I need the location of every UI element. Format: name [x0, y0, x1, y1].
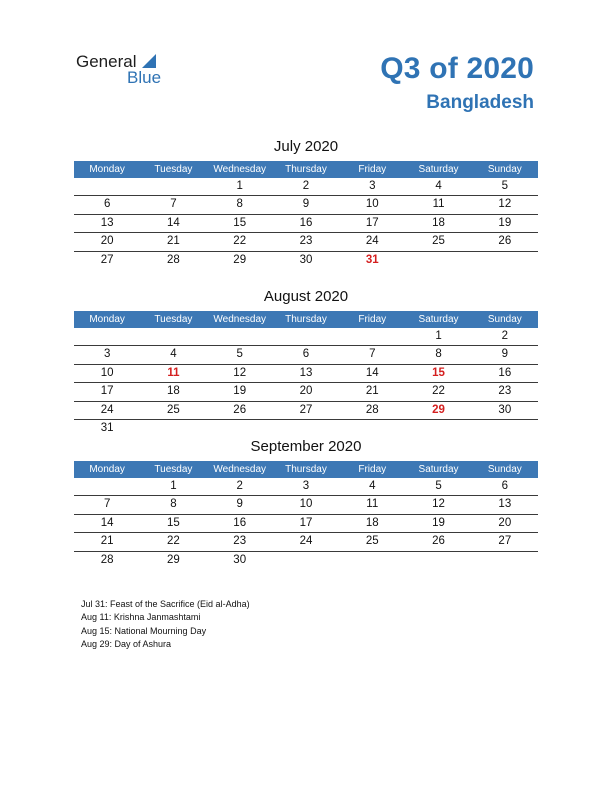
empty-day-cell [207, 420, 273, 437]
day-cell: 23 [299, 235, 313, 248]
day-cell: 25 [167, 403, 180, 416]
week-row [74, 328, 538, 346]
day-cell: 21 [167, 235, 180, 248]
day-cell: 3 [369, 180, 376, 192]
day-cell: 13 [299, 366, 313, 379]
day-cell: 16 [233, 516, 247, 529]
day-cell: 28 [100, 553, 114, 566]
week-row [74, 365, 538, 383]
day-cell: 21 [100, 535, 114, 548]
week-row [74, 496, 538, 514]
weekday-label: Wednesday [213, 314, 267, 325]
day-cell: 12 [233, 366, 247, 379]
day-cell: 20 [100, 235, 114, 248]
day-cell: 10 [299, 498, 313, 511]
day-cell: 7 [369, 348, 376, 361]
day-cell: 11 [432, 198, 445, 211]
day-cell: 3 [302, 480, 310, 492]
weekday-label: Sunday [487, 464, 522, 475]
holiday-note: Aug 11: Krishna Janmashtami [81, 612, 201, 623]
weekday-label: Friday [358, 314, 387, 325]
day-cell: 28 [167, 253, 180, 266]
weekday-label: Saturday [418, 464, 459, 475]
empty-day-cell [140, 420, 206, 437]
day-cell: 6 [302, 348, 310, 361]
day-cell: 17 [100, 385, 114, 398]
day-cell: 18 [432, 216, 445, 229]
empty-day-cell [273, 552, 339, 569]
weekday-label: Saturday [418, 164, 459, 175]
holiday-note: Aug 29: Day of Ashura [81, 639, 172, 650]
day-cell: 25 [365, 535, 379, 548]
day-cell: 22 [233, 235, 247, 248]
day-cell: 30 [498, 403, 512, 416]
day-cell: 1 [236, 180, 243, 192]
weekday-label: Friday [358, 164, 387, 175]
logo-blue-text: Blue [127, 68, 162, 87]
holiday-note: Aug 15: National Mourning Day [81, 625, 207, 636]
empty-day-cell [405, 252, 471, 269]
day-cell: 19 [432, 516, 445, 529]
month-august [74, 287, 538, 437]
day-cell: 18 [365, 516, 379, 529]
day-cell: 9 [501, 348, 509, 361]
day-cell: 14 [100, 516, 114, 529]
day-cell: 26 [233, 403, 247, 416]
day-cell: 31 [365, 253, 379, 266]
logo-triangle-icon [142, 54, 156, 68]
week-row [74, 383, 538, 401]
day-cell: 13 [498, 498, 512, 511]
empty-day-cell [472, 252, 538, 269]
day-cell: 6 [103, 198, 111, 211]
day-cell: 5 [236, 348, 243, 361]
weekday-label: Monday [89, 464, 125, 475]
day-cell: 19 [498, 216, 512, 229]
day-cell: 18 [167, 385, 180, 398]
day-cell: 24 [299, 535, 313, 548]
weekday-header [74, 311, 538, 328]
day-cell: 15 [233, 216, 247, 229]
day-cell: 24 [100, 403, 114, 416]
month-title: August 2020 [263, 288, 349, 305]
day-cell: 11 [366, 498, 379, 511]
day-cell: 9 [302, 198, 310, 211]
weekday-label: Tuesday [154, 464, 193, 475]
day-cell: 28 [365, 403, 379, 416]
day-cell: 22 [167, 535, 180, 548]
day-cell: 26 [498, 235, 512, 248]
holiday-notes [81, 598, 250, 652]
week-row [74, 215, 538, 233]
country-name: Bangladesh [426, 92, 534, 113]
weekday-label: Monday [89, 164, 125, 175]
day-cell: 5 [501, 180, 509, 192]
month-title: July 2020 [273, 138, 339, 155]
weekday-label: Tuesday [154, 314, 193, 325]
weekday-label: Friday [358, 464, 387, 475]
day-cell: 1 [435, 330, 442, 342]
week-row [74, 196, 538, 214]
empty-day-cell [207, 328, 273, 345]
weekday-label: Saturday [418, 314, 459, 325]
day-cell: 20 [498, 516, 512, 529]
empty-day-cell [140, 328, 206, 345]
day-cell: 4 [435, 180, 442, 192]
empty-day-cell [74, 478, 140, 495]
day-cell: 29 [167, 553, 180, 566]
holiday-note: Jul 31: Feast of the Sacrifice (Eid al-Adha) [81, 599, 250, 609]
day-cell: 17 [299, 516, 313, 529]
month-grid [74, 478, 538, 569]
month-title: September 2020 [250, 438, 362, 455]
empty-day-cell [472, 420, 538, 437]
day-cell: 21 [365, 385, 379, 398]
day-cell: 29 [432, 403, 445, 416]
day-cell: 2 [302, 180, 310, 192]
empty-day-cell [472, 552, 538, 569]
day-cell: 3 [103, 348, 111, 361]
weekday-label: Monday [89, 314, 125, 325]
page-title: Q3 of 2020 [380, 52, 534, 85]
day-cell: 23 [498, 385, 512, 398]
empty-day-cell [339, 552, 405, 569]
day-cell: 9 [236, 498, 243, 511]
week-row [74, 533, 538, 551]
day-cell: 4 [369, 480, 376, 492]
day-cell: 26 [432, 535, 445, 548]
day-cell: 5 [435, 480, 442, 492]
empty-day-cell [273, 420, 339, 437]
empty-day-cell [140, 178, 206, 195]
day-cell: 27 [498, 535, 512, 548]
week-row [74, 420, 538, 437]
day-cell: 2 [236, 480, 243, 492]
day-cell: 22 [432, 385, 445, 398]
day-cell: 17 [365, 216, 379, 229]
day-cell: 2 [501, 330, 509, 342]
day-cell: 30 [299, 253, 313, 266]
day-cell: 1 [170, 480, 177, 492]
month-grid [74, 328, 538, 437]
day-cell: 25 [432, 235, 445, 248]
day-cell: 30 [233, 553, 247, 566]
day-cell: 31 [100, 421, 114, 434]
empty-day-cell [405, 552, 471, 569]
day-cell: 15 [167, 516, 180, 529]
weekday-header [74, 161, 538, 178]
day-cell: 12 [432, 498, 445, 511]
week-row [74, 178, 538, 196]
day-cell: 27 [299, 403, 313, 416]
day-cell: 23 [233, 535, 247, 548]
day-cell: 8 [435, 348, 442, 361]
weekday-label: Sunday [487, 314, 522, 325]
week-row [74, 552, 538, 569]
day-cell: 7 [103, 498, 111, 511]
day-cell: 15 [432, 366, 445, 379]
day-cell: 14 [365, 366, 379, 379]
empty-day-cell [74, 178, 140, 195]
day-cell: 8 [236, 198, 243, 211]
weekday-header [74, 461, 538, 478]
weekday-label: Tuesday [154, 164, 193, 175]
day-cell: 7 [170, 198, 177, 211]
month-july [74, 137, 538, 269]
day-cell: 29 [233, 253, 247, 266]
day-cell: 13 [100, 216, 114, 229]
day-cell: 6 [501, 480, 509, 492]
weekday-label: Wednesday [213, 464, 267, 475]
day-cell: 16 [299, 216, 313, 229]
week-row [74, 478, 538, 496]
day-cell: 10 [100, 366, 114, 379]
generalblue-logo [76, 52, 176, 92]
week-row [74, 252, 538, 269]
logo-general-text: General [76, 52, 137, 71]
day-cell: 27 [100, 253, 114, 266]
day-cell: 16 [498, 366, 512, 379]
month-grid [74, 178, 538, 269]
weekday-label: Thursday [285, 464, 327, 475]
empty-day-cell [74, 328, 140, 345]
day-cell: 20 [299, 385, 313, 398]
empty-day-cell [339, 420, 405, 437]
day-cell: 10 [365, 198, 379, 211]
month-september [74, 437, 538, 569]
day-cell: 11 [167, 366, 180, 379]
week-row [74, 233, 538, 251]
empty-day-cell [339, 328, 405, 345]
day-cell: 12 [498, 198, 512, 211]
weekday-label: Sunday [487, 164, 522, 175]
day-cell: 24 [365, 235, 379, 248]
weekday-label: Thursday [285, 164, 327, 175]
week-row [74, 402, 538, 420]
day-cell: 8 [170, 498, 177, 511]
week-row [74, 515, 538, 533]
empty-day-cell [273, 328, 339, 345]
day-cell: 4 [170, 348, 177, 361]
weekday-label: Thursday [285, 314, 327, 325]
day-cell: 19 [233, 385, 247, 398]
weekday-label: Wednesday [213, 164, 267, 175]
empty-day-cell [405, 420, 471, 437]
week-row [74, 346, 538, 364]
day-cell: 14 [167, 216, 180, 229]
